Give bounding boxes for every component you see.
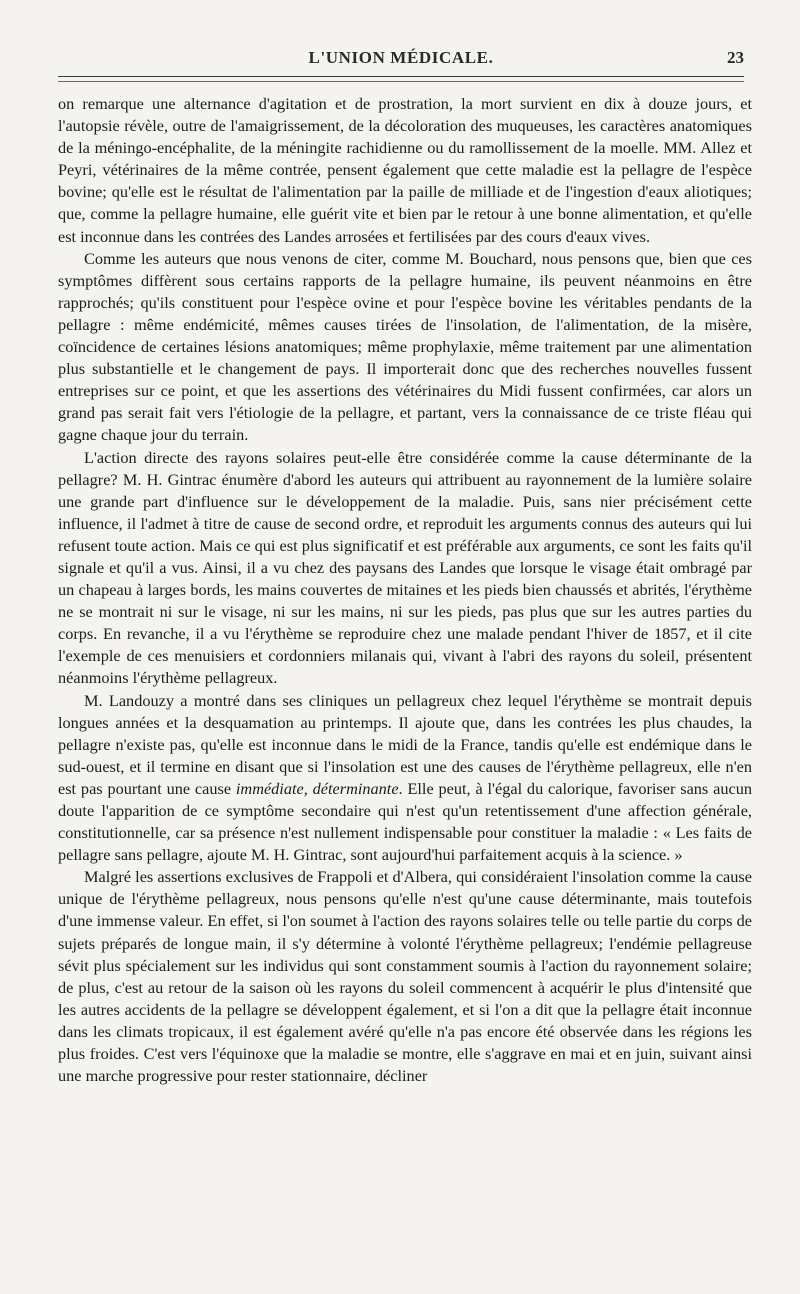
body-text bbox=[58, 93, 752, 1087]
page-number: 23 bbox=[727, 48, 744, 67]
paragraph-p3 bbox=[58, 447, 752, 690]
italic-text: immédiate, déterminante bbox=[235, 778, 399, 798]
header-rule bbox=[58, 76, 744, 77]
text-segment: on remarque une alternance d'agitation et de prostration, la mort survient en dix à douze jours, et l'autopsie révèle, outre de l'amaigrissement, de la décoloration des muqueuses, les caractères anatomiques de la méningo-encéphalite, de la méningite rachidienne ou du ramollissement de la moelle. MM. Allez et Peyri, vétérinaires de la même contrée, pensent également que cette maladie est la pellagre de l'espèce bovine; qu'elle est le résultat de l'alimentation par la paille de milliade et de l'ingestion d'eaux aliotiques; que, comme la pellagre humaine, elle guérit vite et bien par le retour à une bonne alimentation, et qu'elle est inconnue dans les contrées des Landes arrosées et fertilisées par des cours d'eaux vives. bbox=[58, 94, 752, 246]
header-rule-thin bbox=[58, 81, 744, 82]
running-title: L'UNION MÉDICALE. bbox=[308, 48, 494, 67]
paragraph-p2 bbox=[58, 248, 752, 447]
paragraph-p4 bbox=[58, 690, 752, 867]
text-segment: . Elle peut, à l'égal du calorique, favoriser sans aucun doute l'apparition de ce symptôme secondaire qui n'est qu'un retentissement d'une affection générale, constitutionnelle, car sa présence n'est nullement indispensable pour constituer la maladie : « Les faits de pellagre sans pellagre, ajoute M. H. Gintrac, sont aujourd'hui parfaitement acquis à la science. » bbox=[58, 778, 752, 865]
text-segment: M. Landouzy a montré dans ses cliniques un pellagreux chez lequel l'érythème se montrait depuis longues années et la desquamation au printemps. Il ajoute que, dans les contrées les plus chaudes, la pellagre n'existe pas, qu'elle est inconnue dans le midi de la France, tandis qu'elle est endémique dans le sud-ouest, et il termine en disant que si l'insolation est une des causes de l'érythème pellagreux, elle n'en est pas pourtant une cause bbox=[58, 690, 752, 798]
text-segment: L'action directe des rayons solaires peut-elle être considérée comme la cause déterminante de la pellagre? M. H. Gintrac énumère d'abord les auteurs qui attribuent au rayonnement de la lumière solaire une grande part d'influence sur le développement de la maladie. Puis, sans nier précisément cette influence, il l'admet à titre de cause de second ordre, et reproduit les arguments connus des auteurs qui lui refusent toute action. Mais ce qui est plus significatif et est préférable aux arguments, ce sont les faits qu'il signale et qu'il a vus. Ainsi, il a vu chez des paysans des Landes que lorsque le visage était ombragé par un chapeau à larges bords, les mains couvertes de mitaines et les pieds bien chaussés et abrités, l'érythème ne se montrait ni sur le visage, ni sur les mains, ni sur les pieds, pas plus que sur les autres parties du corps. En revanche, il a vu l'érythème se reproduire chez une malade pendant l'hiver de 1857, et il cite l'exemple de ces menuisiers et cordonniers milanais qui, vivant à l'abri des rayons du soleil, présentent néanmoins l'érythème pellagreux. bbox=[58, 447, 752, 688]
paragraph-p5 bbox=[58, 866, 752, 1087]
paragraph-p1 bbox=[58, 93, 752, 248]
text-segment: Comme les auteurs que nous venons de citer, comme M. Bouchard, nous pensons que, bien que ces symptômes diffèrent sous certains rapports de la pellagre humaine, ils peuvent néanmoins en être rapprochés; qu'ils constituent pour l'espèce ovine et pour l'espèce bovine les véritables pendants de la pellagre : même endémicité, mêmes causes tirées de l'insolation, de l'alimentation, de la misère, coïncidence de certaines lésions anatomiques; même prophylaxie, même traitement par une alimentation plus substantielle et le changement de pays. Il importerait donc que des recherches nouvelles fussent entreprises sur ce point, et que les assertions des vétérinaires du Midi fussent confirmées, car alors un grand pas serait fait vers l'étiologie de la pellagre, et partant, vers la connaissance de ce triste fléau qui gagne chaque jour du terrain. bbox=[58, 248, 752, 445]
text-segment: Malgré les assertions exclusives de Frappoli et d'Albera, qui considéraient l'insolation comme la cause unique de l'érythème pellagreux, nous pensons qu'elle n'est qu'une cause déterminante, mais toutefois d'une immense valeur. En effet, si l'on soumet à l'action des rayons solaires telle ou telle partie du corps de sujets préparés de longue main, il s'y détermine à volonté l'érythème pellagreux; l'endémie pellagreuse sévit plus spécialement sur les individus qui sont constamment soumis à l'action du rayonnement solaire; de plus, c'est au retour de la saison où les rayons du soleil commencent à acquérir le plus d'intensité que les autres accidents de la pellagre se développent également, et si l'on a dit que la pellagre était inconnue dans les climats tropicaux, il est également avéré qu'elle n'a pas encore été observée dans les régions les plus froides. C'est vers l'équinoxe que la maladie se montre, elle s'aggrave en mai et en juin, suivant ainsi une marche progressive pour rester stationnaire, décliner bbox=[58, 867, 752, 1086]
page-header bbox=[58, 46, 744, 74]
